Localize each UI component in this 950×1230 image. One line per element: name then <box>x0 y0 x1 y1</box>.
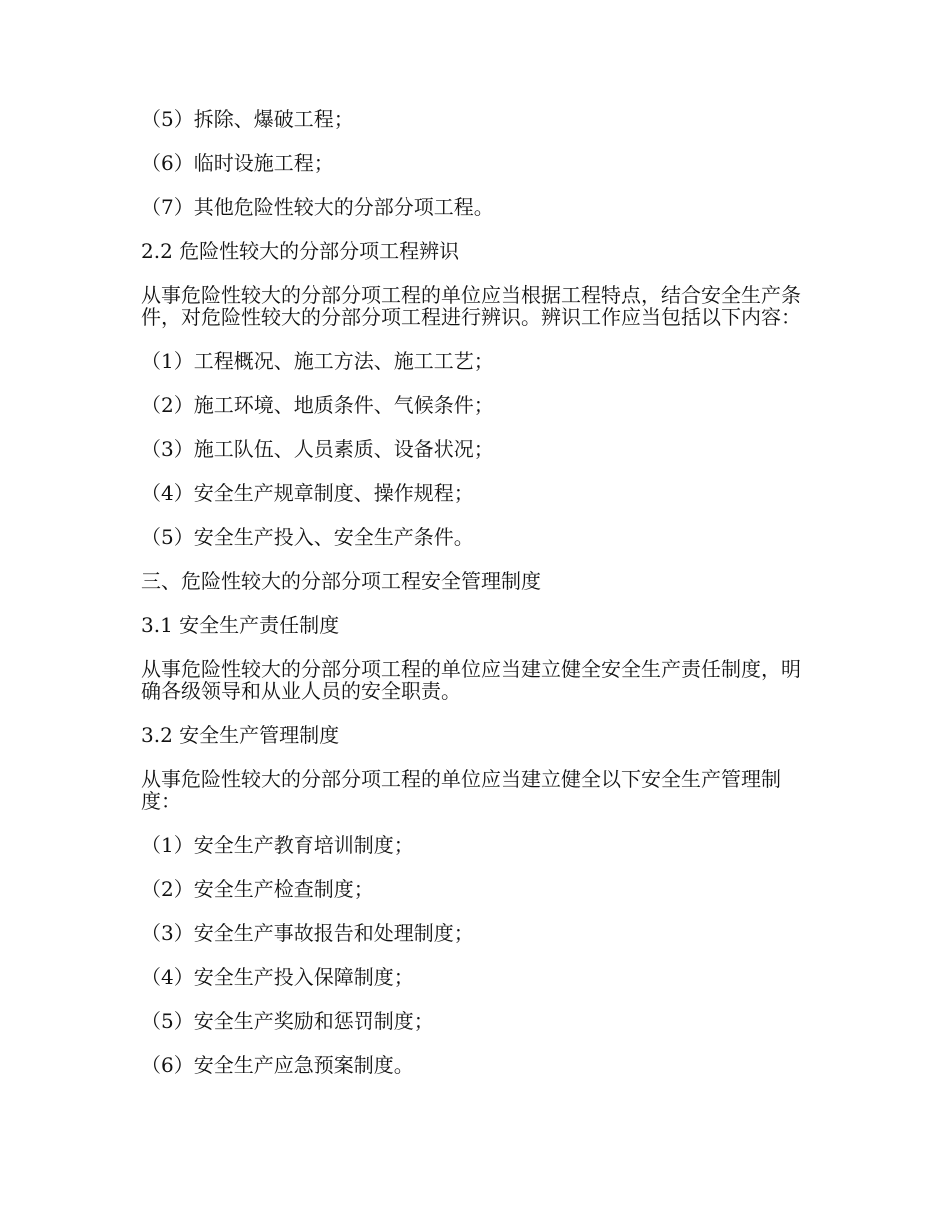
section-heading: 3.1 安全生产责任制度 <box>141 613 340 637</box>
section-heading: 2.2 危险性较大的分部分项工程辨识 <box>141 239 460 263</box>
list-item: （2）安全生产检查制度； <box>141 877 374 901</box>
list-item: （1）安全生产教育培训制度； <box>141 833 414 857</box>
body-paragraph: 从事危险性较大的分部分项工程的单位应当根据工程特点，结合安全生产条件，对危险性较大的分部分项工程进行辨识。辨识工作应当包括以下内容： <box>141 283 801 329</box>
chapter-heading: 三、危险性较大的分部分项工程安全管理制度 <box>141 569 541 593</box>
list-item: （2）施工环境、地质条件、气候条件； <box>141 393 494 417</box>
list-item: （1）工程概况、施工方法、施工工艺； <box>141 349 494 373</box>
list-item: （5）拆除、爆破工程； <box>141 107 354 131</box>
list-item: （7）其他危险性较大的分部分项工程。 <box>141 195 494 219</box>
body-paragraph: 从事危险性较大的分部分项工程的单位应当建立健全以下安全生产管理制度： <box>141 767 781 813</box>
list-item: （6）临时设施工程； <box>141 151 334 175</box>
list-item: （4）安全生产投入保障制度； <box>141 965 414 989</box>
document-body <box>141 108 801 1076</box>
list-item: （5）安全生产奖励和惩罚制度； <box>141 1009 434 1033</box>
body-paragraph: 从事危险性较大的分部分项工程的单位应当建立健全安全生产责任制度，明确各级领导和从业人员的安全职责。 <box>141 657 801 703</box>
list-item: （3）安全生产事故报告和处理制度； <box>141 921 474 945</box>
list-item: （4）安全生产规章制度、操作规程； <box>141 481 474 505</box>
list-item: （5）安全生产投入、安全生产条件。 <box>141 525 474 549</box>
list-item: （6）安全生产应急预案制度。 <box>141 1053 414 1077</box>
section-heading: 3.2 安全生产管理制度 <box>141 723 340 747</box>
list-item: （3）施工队伍、人员素质、设备状况； <box>141 437 494 461</box>
